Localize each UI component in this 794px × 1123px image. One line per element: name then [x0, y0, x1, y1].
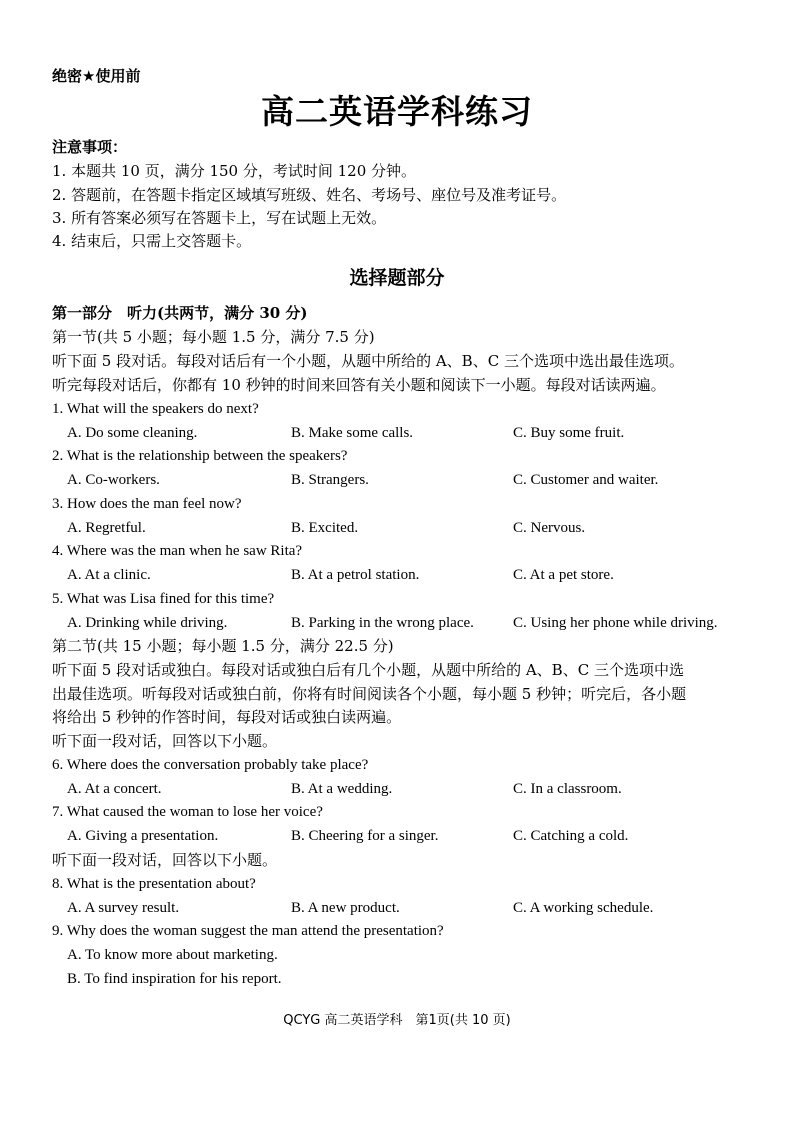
sec1-heading: 第一节(共 5 小题；每小题 1.5 分，满分 7.5 分) — [52, 328, 375, 346]
option-b: B. Parking in the wrong place. — [291, 615, 474, 631]
page-footer: QCYG 高二英语学科 第1页(共 10 页) — [283, 1013, 511, 1028]
notice-item: 4. 结束后，只需上交答题卡。 — [52, 232, 252, 250]
option-b: B. At a wedding. — [291, 781, 393, 797]
option-b: B. Strangers. — [291, 472, 369, 488]
notice-heading: 注意事项： — [52, 138, 128, 156]
option-a: A. At a clinic. — [67, 567, 151, 583]
option-b: B. Make some calls. — [291, 425, 414, 441]
option-a: A. Regretful. — [67, 520, 146, 536]
question-2: 2. What is the relationship between the speakers? — [52, 448, 348, 464]
option-c: C. At a pet store. — [513, 567, 614, 583]
option-c: C. Nervous. — [513, 520, 586, 536]
question-4: 4. Where was the man when he saw Rita? — [52, 543, 303, 559]
sec2-heading: 第二节(共 15 小题；每小题 1.5 分，满分 22.5 分) — [52, 637, 394, 655]
option-b: B. To find inspiration for his report. — [67, 971, 282, 987]
section-title: 选择题部分 — [349, 267, 445, 289]
question-1: 1. What will the speakers do next? — [52, 401, 259, 417]
notice-item: 1. 本题共 10 页，满分 150 分，考试时间 120 分钟。 — [52, 162, 417, 180]
question-5: 5. What was Lisa fined for this time? — [52, 591, 275, 607]
notice-item: 3. 所有答案必须写在答题卡上，写在试题上无效。 — [52, 209, 387, 227]
option-c: C. Using her phone while driving. — [513, 615, 718, 631]
sec2-instruction: 出最佳选项。听每段对话或独白前，你将有时间阅读各个小题，每小题 5 秒钟；听完后，各小题 — [52, 685, 687, 703]
listening-cue: 听下面一段对话，回答以下小题。 — [52, 851, 278, 869]
question-8: 8. What is the presentation about? — [52, 876, 256, 892]
listening-cue: 听下面一段对话，回答以下小题。 — [52, 732, 278, 750]
option-c: C. Catching a cold. — [513, 828, 629, 844]
option-a: A. Drinking while driving. — [67, 615, 228, 631]
page-title: 高二英语学科练习 — [261, 92, 533, 131]
option-c: C. A working schedule. — [513, 900, 654, 916]
sec1-instruction: 听下面 5 段对话。每段对话后有一个小题，从题中所给的 A、B、C 三个选项中选出最佳选项。 — [52, 352, 684, 370]
option-a: A. Do some cleaning. — [67, 425, 198, 441]
option-a: A. A survey result. — [67, 900, 180, 916]
option-a: A. Giving a presentation. — [67, 828, 219, 844]
option-a: A. At a concert. — [67, 781, 162, 797]
option-b: B. Excited. — [291, 520, 359, 536]
confidential-label: 绝密★使用前 — [52, 67, 141, 85]
sec1-instruction: 听完每段对话后，你都有 10 秒钟的时间来回答有关小题和阅读下一小题。每段对话读两遍。 — [52, 376, 666, 394]
part1-heading: 第一部分 听力(共两节，满分 30 分) — [52, 304, 308, 322]
sec2-instruction: 将给出 5 秒钟的作答时间，每段对话或独白读两遍。 — [52, 708, 402, 726]
option-b: B. Cheering for a singer. — [291, 828, 439, 844]
question-3: 3. How does the man feel now? — [52, 496, 242, 512]
sec2-instruction: 听下面 5 段对话或独白。每段对话或独白后有几个小题，从题中所给的 A、B、C 三个选项中选 — [52, 661, 684, 679]
option-c: C. Customer and waiter. — [513, 472, 659, 488]
option-b: B. At a petrol station. — [291, 567, 420, 583]
option-b: B. A new product. — [291, 900, 400, 916]
question-7: 7. What caused the woman to lose her voice? — [52, 804, 323, 820]
option-c: C. Buy some fruit. — [513, 425, 625, 441]
question-6: 6. Where does the conversation probably take place? — [52, 757, 369, 773]
option-a: A. Co-workers. — [67, 472, 160, 488]
notice-item: 2. 答题前，在答题卡指定区域填写班级、姓名、考场号、座位号及准考证号。 — [52, 186, 567, 204]
option-c: C. In a classroom. — [513, 781, 622, 797]
option-a: A. To know more about marketing. — [67, 947, 278, 963]
question-9: 9. Why does the woman suggest the man attend the presentation? — [52, 923, 444, 939]
